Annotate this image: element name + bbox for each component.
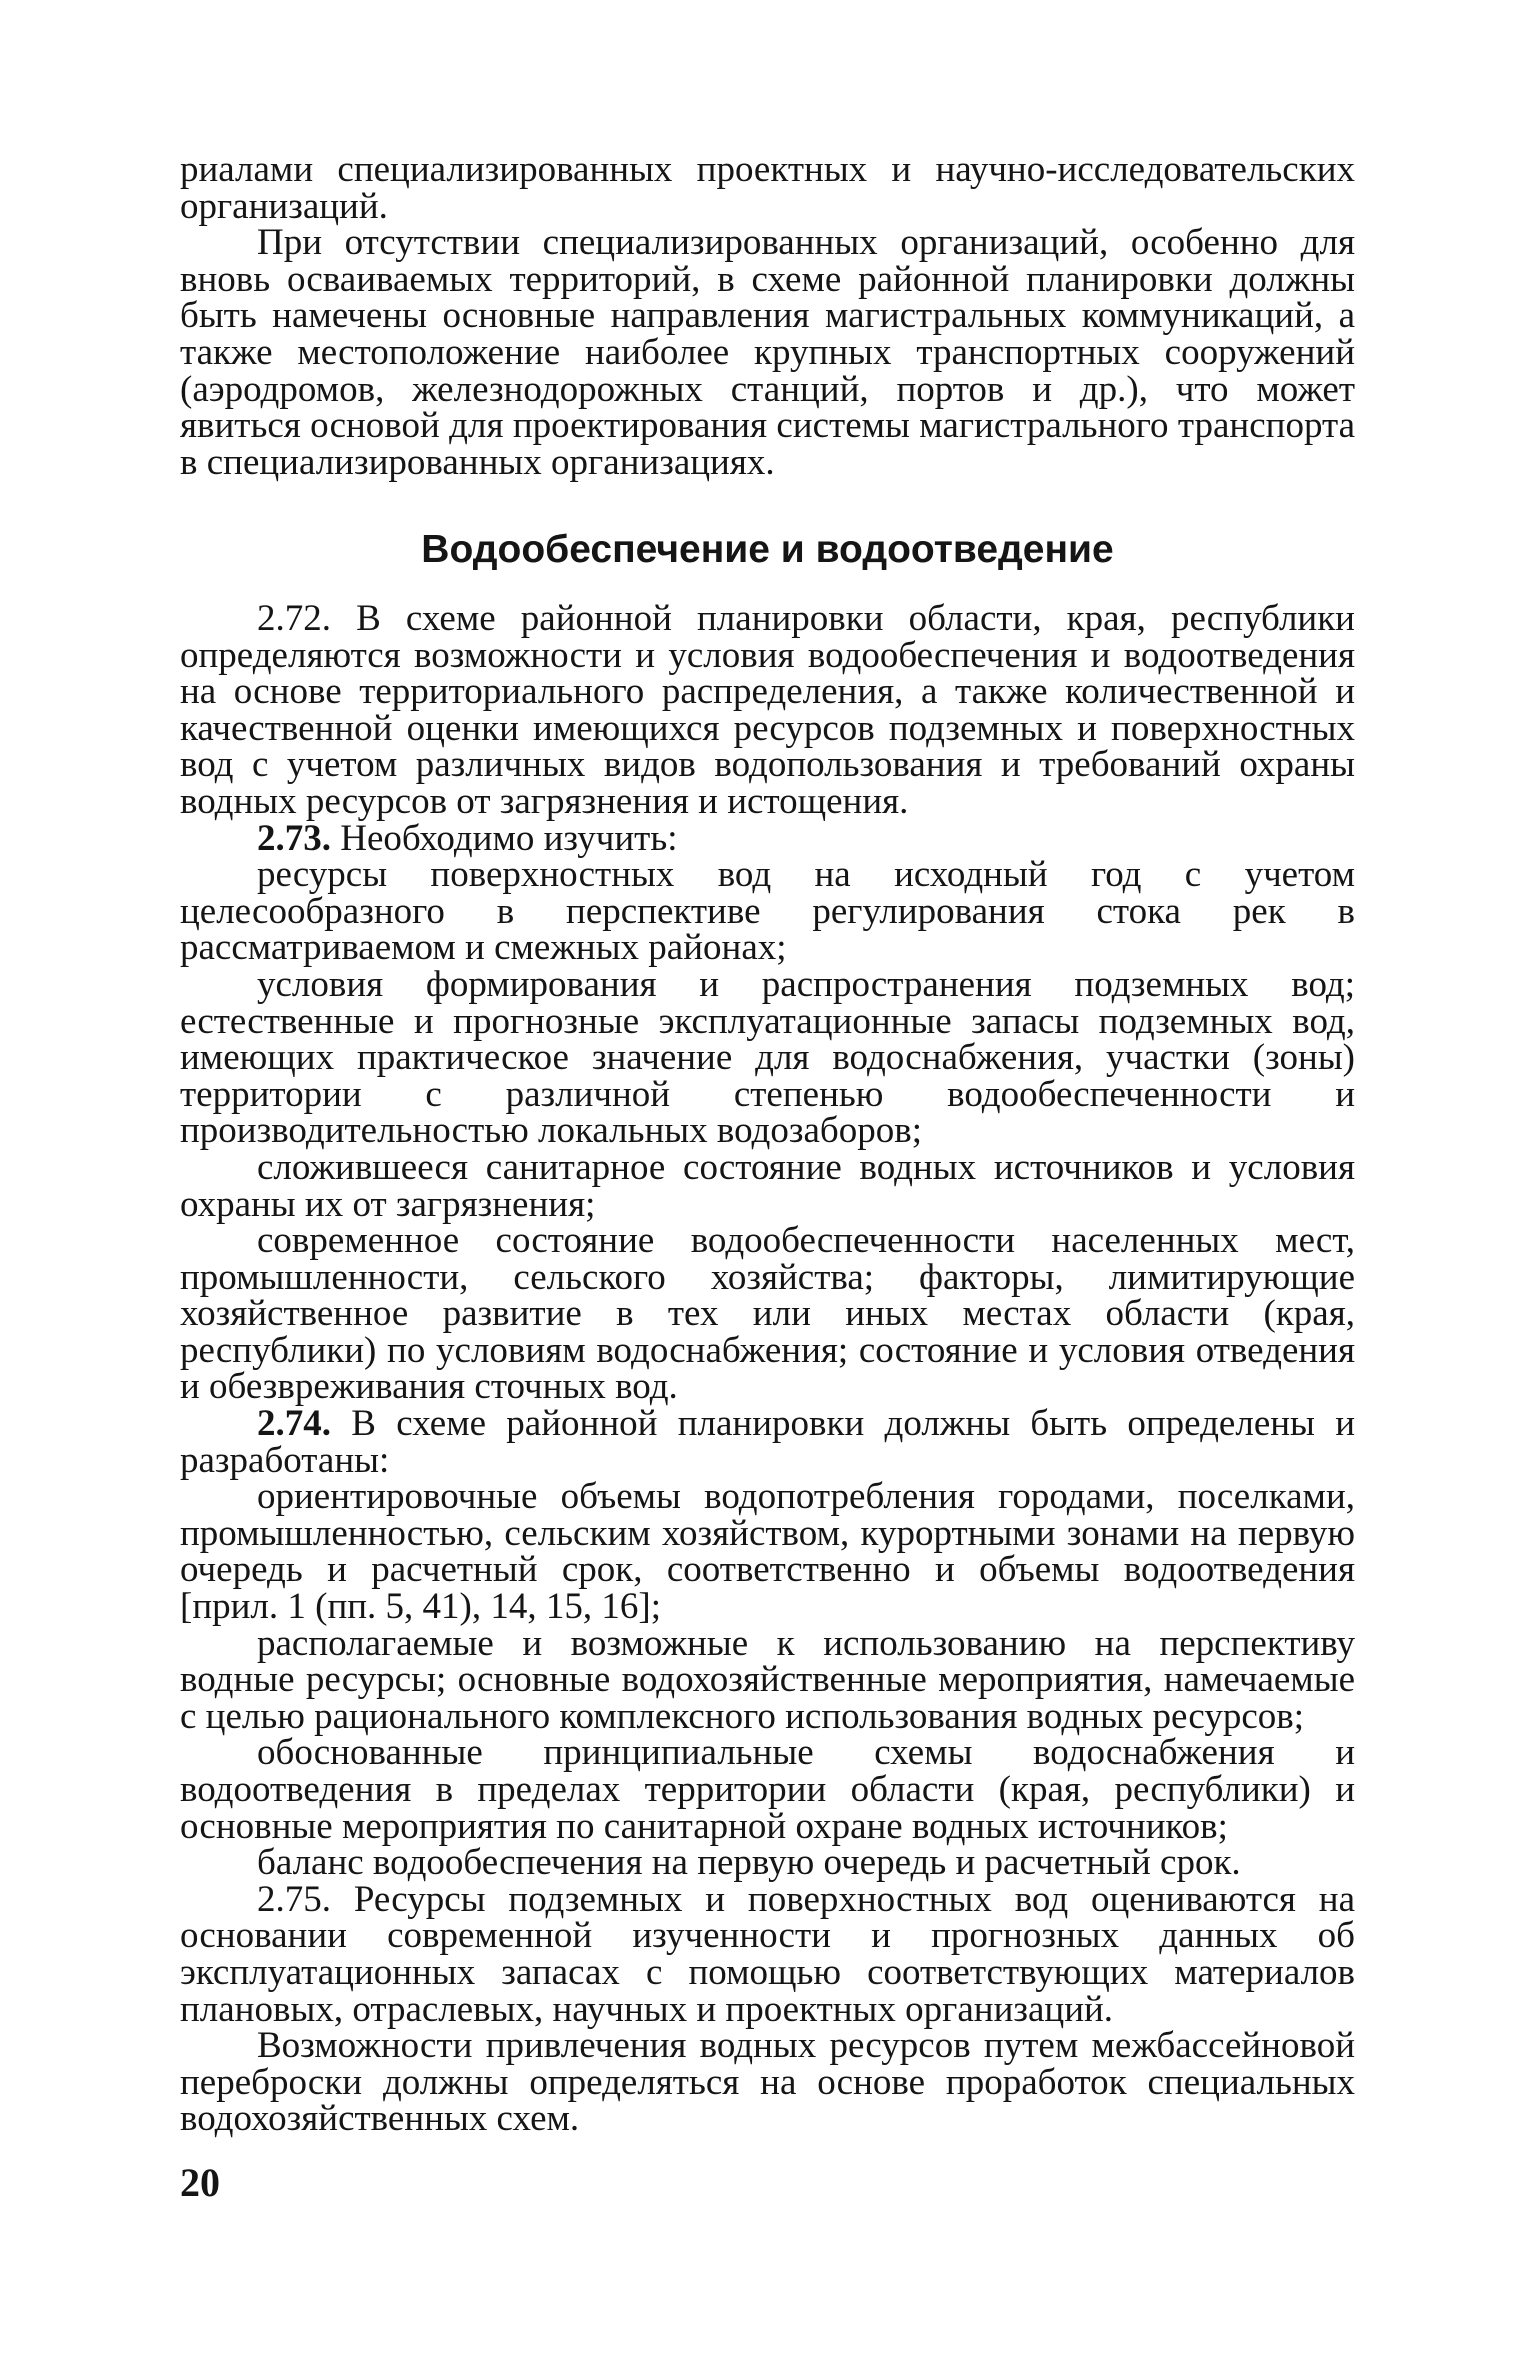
list-item: обоснованные принципиальные схемы водоснабжения и водоотведения в пределах территории области (края, республики) и основные мероприятия по санитарной охране водных источников;: [180, 1732, 1355, 1847]
clause-2-75: [180, 1878, 1355, 2030]
page-number: 20: [180, 2160, 220, 2205]
clause-text: Необходимо изучить:: [331, 817, 678, 859]
list-item: ресурсы поверхностных вод на исходный год с учетом целесообразного в перспективе регулирования стока рек в рассматриваемом и смежных районах;: [180, 854, 1355, 969]
clause-2-72: [180, 598, 1355, 822]
clause-number: 2.75.: [257, 1878, 331, 1920]
clause-number: 2.72.: [257, 598, 331, 639]
list-item: располагаемые и возможные к использованию на перспективу водные ресурсы; основные водохозяйственные мероприятия, намечаемые с целью рационального комплексного использования водных ресурсов;: [180, 1622, 1355, 1737]
list-item: баланс водообеспечения на первую очередь и расчетный срок.: [257, 1842, 1241, 1884]
intro-paragraph: При отсутствии специализированных организаций, особенно для вновь осваиваемых территорий, в схеме районной планировки должны быть намечены основные направления магистральных коммуникаций, а также местоположение наиболее крупных транспортных сооружений (аэродромов, железнодорожных станций, портов и др.), что может явиться основой для проектирования системы магистрального транспорта в специализированных организациях.: [180, 222, 1355, 483]
clause-text: В схеме районной планировки должны быть определены и разработаны:: [180, 1403, 1355, 1481]
list-item: современное состояние водообеспеченности населенных мест, промышленности, сельского хозяйства; факторы, лимитирующие хозяйственное развитие в тех или иных местах области (края, республики) по условиям водоснабжения; состояние и условия отведения и обезвреживания сточных вод.: [180, 1220, 1355, 1408]
clause-text: В схеме районной планировки области, края, республики определяются возможности и условия водообеспечения и водоотведения на основе территориального распределения, а также количественной и качественной оценки имеющихся ресурсов подземных и поверхностных вод с учетом различных видов водопользования и требований охраны водных ресурсов от загрязнения и истощения.: [180, 598, 1355, 822]
section-body: [180, 598, 1355, 2140]
clause-2-73: [180, 817, 1355, 859]
clause-number: 2.74.: [257, 1403, 331, 1445]
intro-continuation: риалами специализированных проектных и научно-исследовательских организаций.: [180, 149, 1355, 227]
closing-paragraph: Возможности привлечения водных ресурсов путем межбассейновой переброски должны определяться на основе проработок специальных водохозяйственных схем.: [180, 2025, 1355, 2140]
clause-2-74: [180, 1403, 1355, 1481]
list-item: условия формирования и распространения подземных вод; естественные и прогнозные эксплуатационные запасы подземных вод, имеющих практическое значение для водоснабжения, участки (зоны) территории с различной степенью водообеспеченности и производительностью локальных водозаборов;: [180, 963, 1355, 1152]
clause-number: 2.73.: [257, 817, 331, 859]
section-heading: Водообеспечение и водоотведение: [421, 528, 1114, 571]
intro-block: [180, 149, 1355, 483]
list-item: ориентировочные объемы водопотребления городами, поселками, промышленностью, сельским хозяйством, курортными зонами на первую очередь и расчетный срок, соответственно и объемы водоотведения [прил. 1 (пп. 5, 41), 14, 15, 16];: [180, 1476, 1355, 1628]
list-item: сложившееся санитарное состояние водных источников и условия охраны их от загрязнения;: [180, 1146, 1355, 1225]
clause-text: Ресурсы подземных и поверхностных вод оцениваются на основании современной изученности и прогнозных данных об эксплуатационных запасах с помощью соответствующих материалов плановых, отраслевых, научных и проектных организаций.: [180, 1878, 1355, 2030]
